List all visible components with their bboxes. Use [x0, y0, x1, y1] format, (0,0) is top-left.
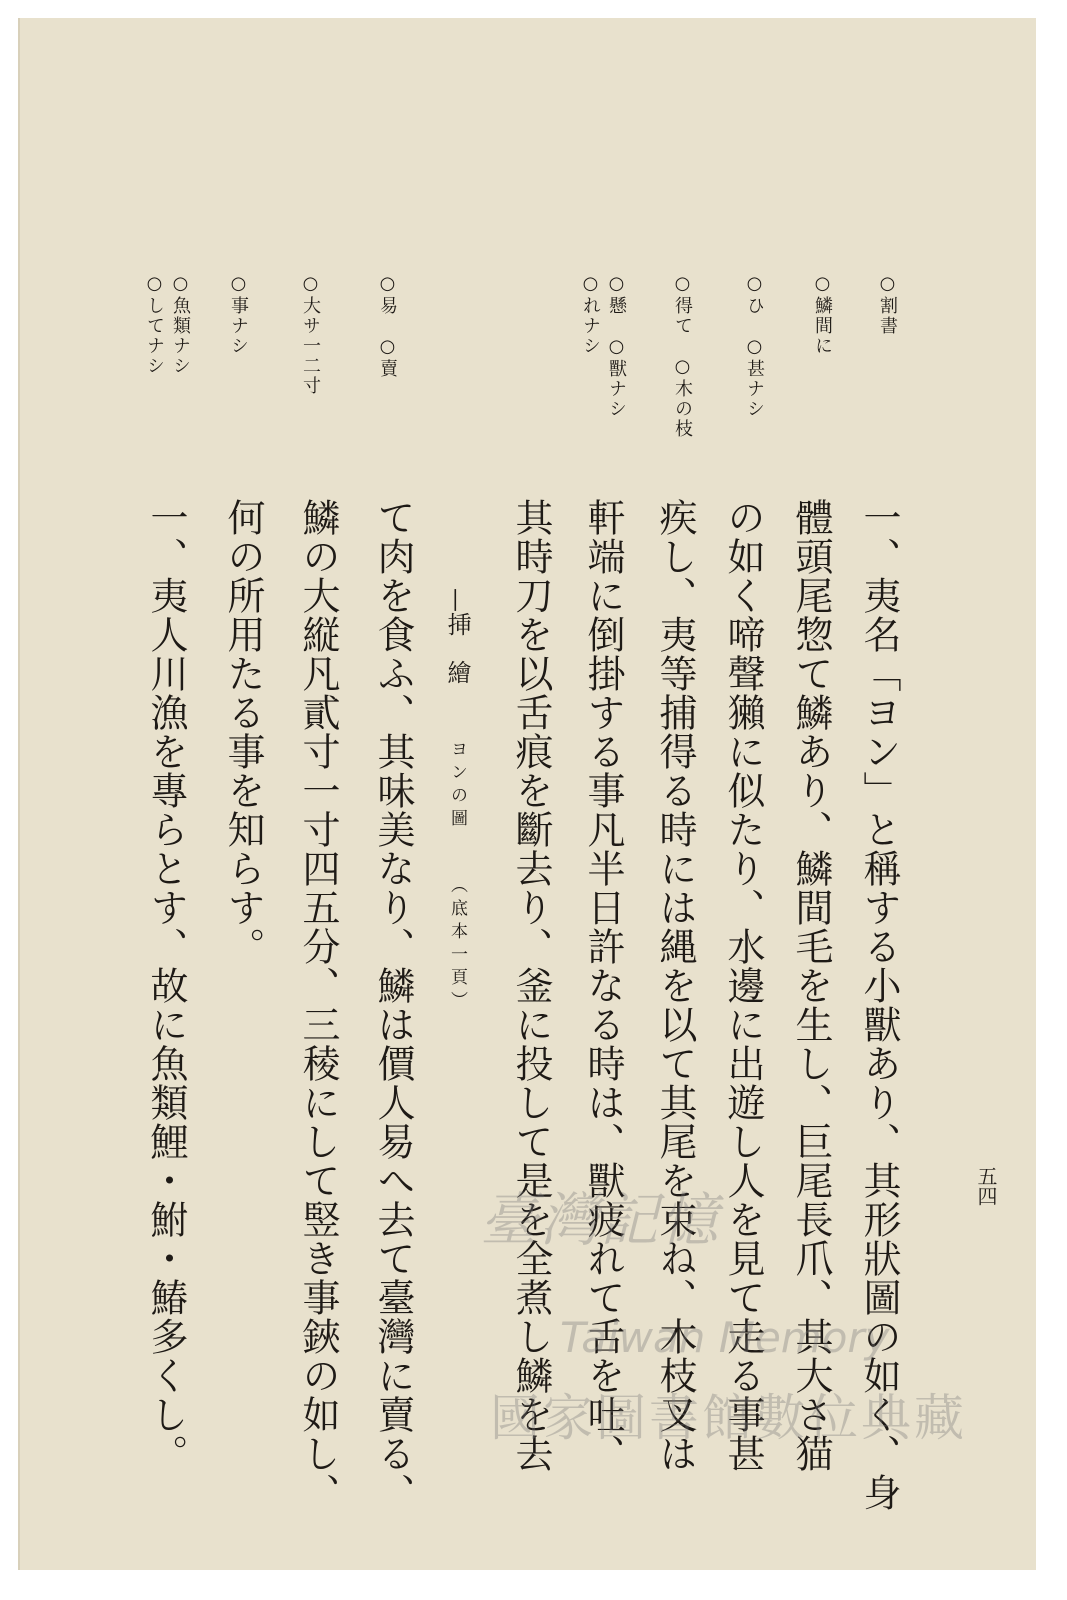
text-column-10: 一、夷人川漁を專らとす、故に魚類鯉・鮒・鰆多くし。 [144, 498, 188, 1473]
text-column-3: の如く啼聲獺に似たり、水邊に出遊し人を見て走る事甚 [721, 498, 765, 1473]
margin-note-11: ○してナシ [144, 273, 165, 376]
text-column-9: 何の所用たる事を知らす。 [221, 498, 265, 966]
margin-note-2: ○鱗間に [812, 273, 833, 356]
text-column-6: 其時刀を以舌痕を斷去り、釜に投して是を全煮し鱗を去 [509, 498, 553, 1473]
margin-note-8: ○大サ一二寸 [300, 273, 321, 396]
caption-title: ヨンの圖 [447, 740, 467, 832]
margin-note-9: ○事ナシ [228, 273, 249, 356]
text-column-5: 軒端に倒掛する事凡半日許なる時は、獸疲れて舌を吐、 [581, 498, 625, 1473]
text-column-7: て肉を食ふ、其味美なり、鱗は價人易へ去て臺灣に賣る、 [371, 498, 415, 1512]
illustration-caption [442, 588, 472, 1014]
margin-note-7: ○易 ○賣 [377, 273, 398, 379]
caption-heading: —挿 繪 [443, 588, 471, 684]
watermark-library: 國家圖書館數位典藏 [490, 1389, 967, 1447]
page-number: 五四 [974, 1166, 998, 1206]
margin-note-6: ○れナシ [580, 273, 601, 356]
text-column-1: 一、夷名「ヨン」と稱する小獸あり、其形狀圖の如く、身 [857, 498, 901, 1512]
text-column-2: 體頭尾惣て鱗あり、鱗間毛を生し、巨尾長爪、其大さ猫 [789, 498, 833, 1473]
watermark-logo-text: 臺灣記憶 [480, 1186, 721, 1254]
scanned-page [18, 18, 1036, 1570]
margin-note-5: ○懸 ○獸ナシ [606, 273, 627, 419]
margin-note-4: ○得て ○木の枝 [672, 273, 693, 439]
watermark-subtitle: Taiwan Memory [560, 1313, 890, 1362]
margin-note-3: ○ひ ○甚ナシ [744, 273, 765, 419]
text-column-4: 疾し、夷等捕得る時には縄を以て其尾を束ね、木枝叉は [653, 498, 697, 1473]
margin-note-10: ○魚類ナシ [170, 273, 191, 376]
caption-source: （底本一頁） [447, 876, 467, 1014]
text-column-8: 鱗の大縦凡貳寸一寸四五分、三稜にして竪き事鋏の如し、 [296, 498, 340, 1512]
margin-note-1: ○割書 [877, 273, 898, 336]
